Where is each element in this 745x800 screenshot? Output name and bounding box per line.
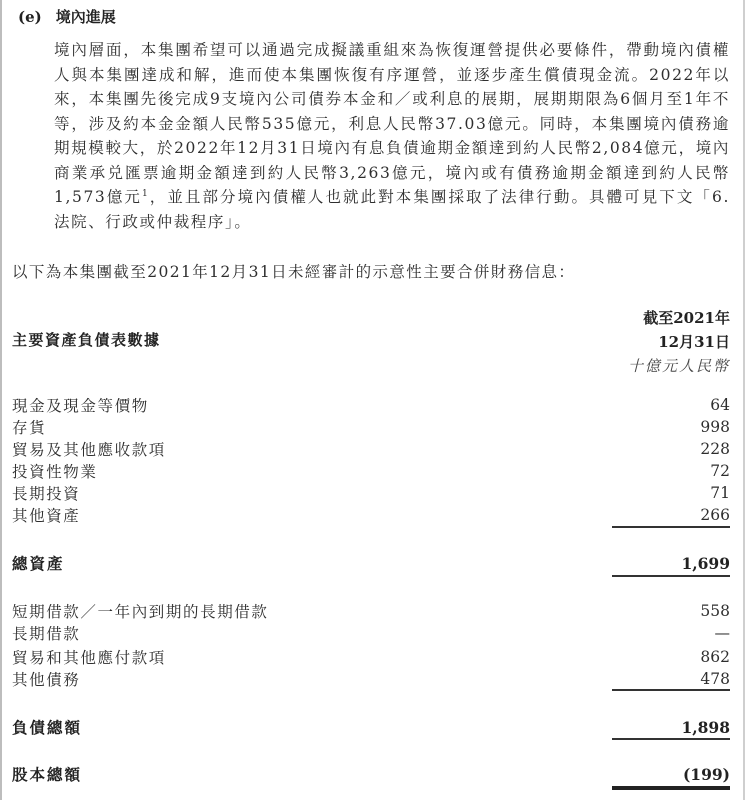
- subtotal-rule: [612, 689, 730, 691]
- subtotal-rule: [612, 526, 730, 528]
- footnote-marker: 1: [141, 188, 150, 199]
- column-unit: 十億元人民幣: [627, 357, 730, 375]
- row-value: 1,699: [681, 553, 730, 573]
- row-value: 558: [700, 602, 730, 620]
- table-row: [12, 394, 730, 416]
- table-row: [12, 438, 730, 460]
- row-value: 71: [710, 484, 730, 502]
- section-heading: [18, 6, 116, 27]
- paragraph-text: 境內層面，本集團希望可以通過完成擬議重組來為恢復運營提供必要條件，帶動境內債權人與本集團達成和解，進而使本集團恢復有序運營，並逐步產生償債現金流。2022年以來，本集團先後完成9支境內公司債券本金和／或利息的展期，展期期限為6個月至1年不等，涉及約本金金額人民幣535億元，利息人民幣37.03億元。同時，本集團境內債務逾期規模較大，於2022年12月31日境內有息負債逾期金額達到約人民幣2,084億元，境內商業承兑匯票逾期金額達到約人民幣3,263億元，境內或有債務逾期金額達到約人民幣1,573億元: [54, 41, 730, 206]
- row-value: 266: [700, 506, 730, 524]
- row-label: 貿易及其他應收款項: [12, 441, 166, 459]
- row-label: 現金及現金等價物: [12, 397, 149, 415]
- row-value: 64: [710, 396, 730, 414]
- row-value: 1,898: [681, 717, 730, 737]
- total-rule: [612, 738, 730, 740]
- row-label: 總資產: [12, 554, 65, 573]
- row-label: 長期借款: [12, 625, 81, 643]
- table-row: [12, 622, 730, 644]
- domestic-progress-paragraph: [54, 38, 730, 234]
- total-liabilities-row: [12, 716, 730, 738]
- table-row: [12, 460, 730, 482]
- row-label: 其他資產: [12, 507, 81, 525]
- table-row: [12, 668, 730, 690]
- row-label: 投資性物業: [12, 463, 98, 481]
- row-label: 負債總額: [12, 718, 83, 737]
- column-header: [628, 306, 730, 378]
- row-label: 短期借款／一年內到期的長期借款: [12, 603, 269, 621]
- row-label: 貿易和其他應付款項: [12, 649, 166, 667]
- table-row: [12, 600, 730, 622]
- row-label: 股本總額: [12, 765, 83, 784]
- row-label: 存貨: [12, 419, 47, 437]
- row-value: 228: [700, 440, 730, 458]
- total-equity-row: [12, 763, 730, 785]
- row-value: 72: [710, 462, 730, 480]
- row-label: 其他債務: [12, 671, 81, 689]
- table-row: [12, 416, 730, 438]
- row-value: 998: [700, 418, 730, 436]
- section-marker: (e): [18, 8, 42, 26]
- row-value: 862: [700, 648, 730, 666]
- table-row: [12, 482, 730, 504]
- total-rule: [612, 575, 730, 577]
- total-assets-row: [12, 552, 730, 574]
- financial-info-intro: 以下為本集團截至2021年12月31日未經審計的示意性主要合併財務信息：: [12, 263, 576, 281]
- column-header-line1: 截至2021年: [643, 309, 730, 327]
- column-header-line2: 12月31日: [658, 333, 730, 351]
- table-row: [12, 504, 730, 526]
- page-border-left: [0, 0, 2, 800]
- table-title: 主要資產負債表數據: [12, 331, 161, 349]
- row-label: 長期投資: [12, 485, 81, 503]
- final-total-rule: [612, 786, 730, 790]
- row-value: (199): [682, 764, 730, 784]
- paragraph-text-continued: ，並且部分境內債權人也就此對本集團採取了法律行動。具體可見下文「6.法院、行政或仲裁程序」。: [54, 188, 730, 231]
- table-row: [12, 646, 730, 668]
- row-value: 478: [700, 670, 730, 688]
- row-value: —: [714, 624, 730, 642]
- section-title: 境內進展: [55, 8, 116, 26]
